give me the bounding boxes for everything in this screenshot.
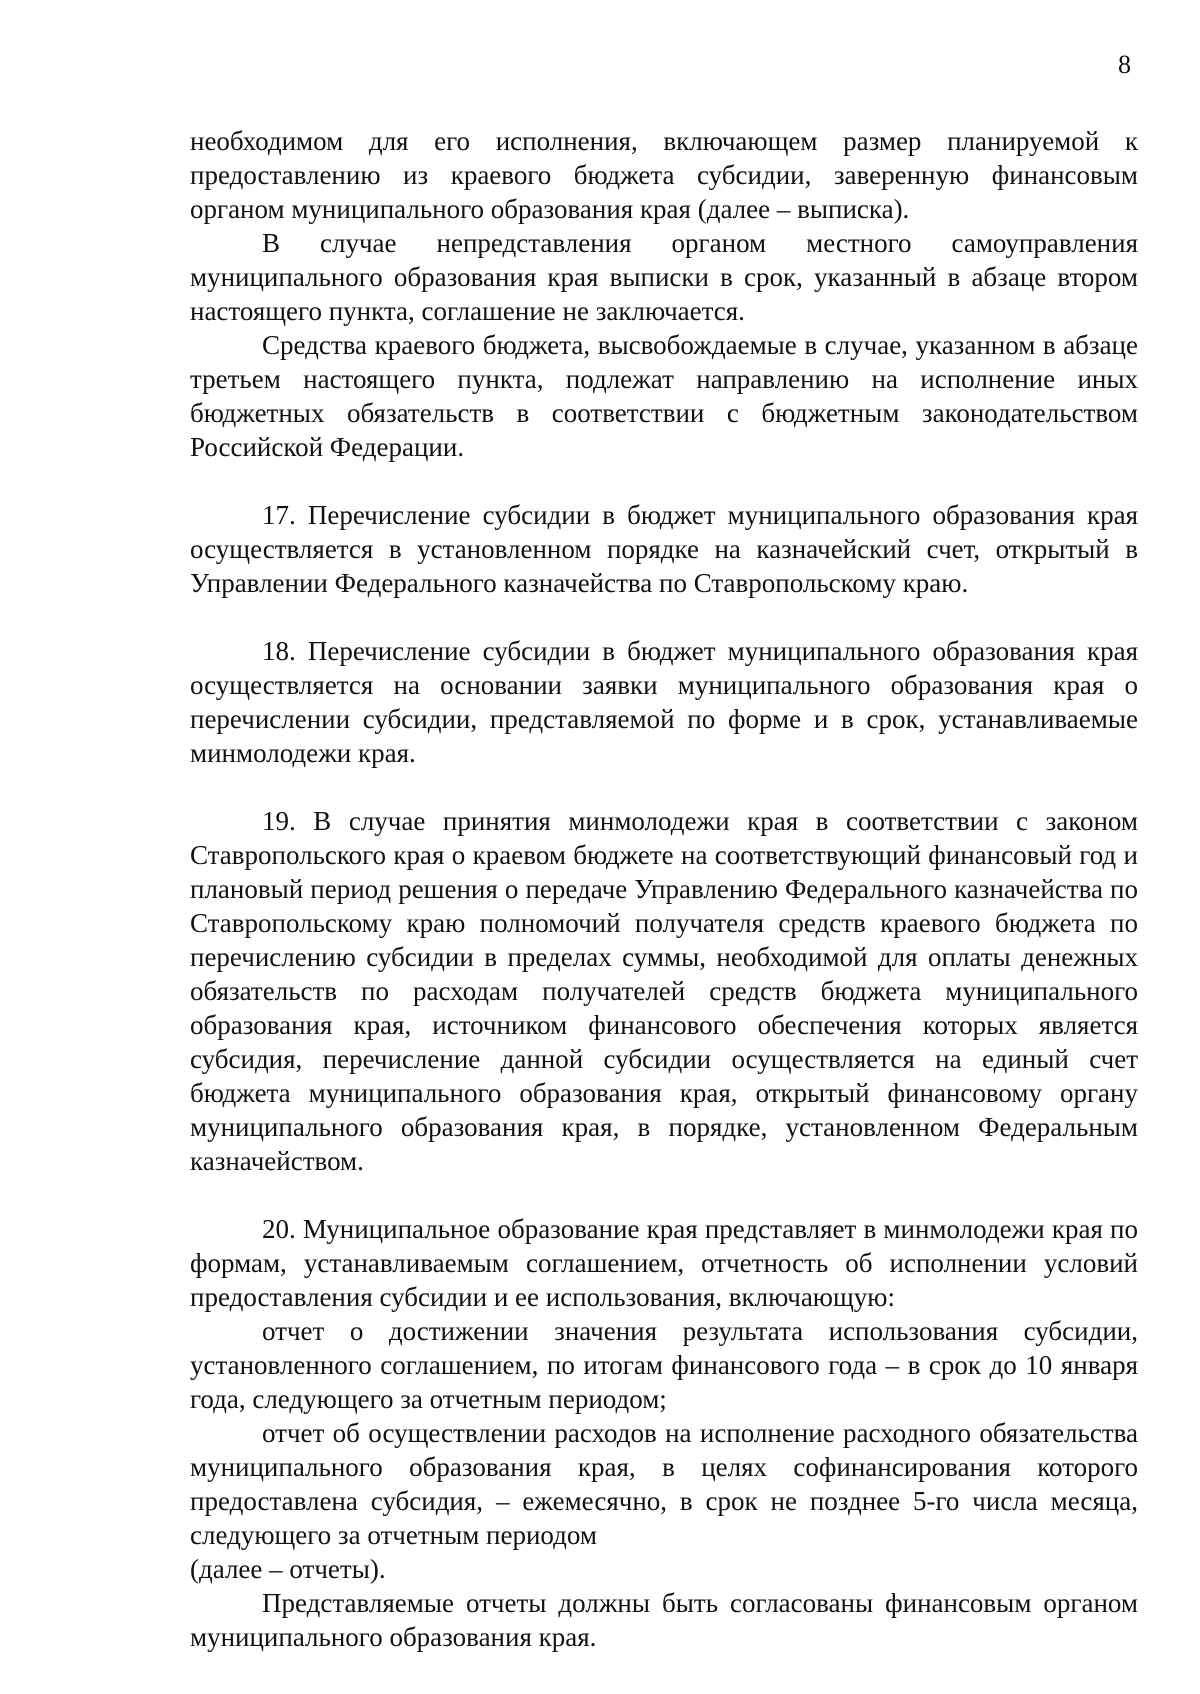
paragraph-released-funds: Средства краевого бюджета, высвобождаемые в случае, указанном в абзаце третьем настоящего пункта, подлежат направлению на исполнение иных бюджетных обязательств в соответствии с бюджетным законодательством Российской Федерации.	[190, 330, 1138, 462]
paragraph-report-expenses: отчет об осуществлении расходов на исполнение расходного обязательства муниципального образования края, в целях софинансирования которого предоставлена субсидия, – ежемесячно, в срок не позднее 5-го числа месяца, следующего за отчетным периодом	[190, 1418, 1138, 1550]
paragraph-item-19: 19. В случае принятия минмолодежи края в соответствии с законом Ставропольского края о краевом бюджете на соответствующий финансовый год и плановый период решения о передаче Управлению Федерального казначейства по Ставропольскому краю полномочий получателя средств краевого бюджета по перечислению субсидии в пределах суммы, необходимой для оплаты денежных обязательств по расходам получателей средств бюджета муниципального образования края, источником финансового обеспечения которых является субсидия, перечисление данной субсидии осуществляется на единый счет бюджета муниципального образования края, открытый финансовому органу муниципального образования края, в порядке, установленном Федеральным казначейством.	[190, 806, 1138, 1176]
paragraph-reports-approval: Представляемые отчеты должны быть согласованы финансовым органом муниципального образования края.	[190, 1588, 1138, 1652]
paragraph-item-17: 17. Перечисление субсидии в бюджет муниципального образования края осуществляется в установленном порядке на казначейский счет, открытый в Управлении Федерального казначейства по Ставропольскому краю.	[190, 500, 1138, 598]
paragraph-report-result: отчет о достижении значения результата использования субсидии, установленного соглашением, по итогам финансового года – в срок до 10 января года, следующего за отчетным периодом;	[190, 1316, 1138, 1414]
document-body	[190, 124, 1138, 1654]
paragraph-item-18: 18. Перечисление субсидии в бюджет муниципального образования края осуществляется на основании заявки муниципального образования края о перечислении субсидии, представляемой по форме и в срок, устанавливаемые минмолодежи края.	[190, 636, 1138, 768]
page-number: 8	[1118, 50, 1131, 79]
paragraph-item-20: 20. Муниципальное образование края представляет в минмолодежи края по формам, устанавливаемым соглашением, отчетность об исполнении условий предоставления субсидии и ее использования, включающую:	[190, 1214, 1138, 1312]
paragraph-non-submission: В случае непредставления органом местного самоуправления муниципального образования края выписки в срок, указанный в абзаце втором настоящего пункта, соглашение не заключается.	[190, 228, 1138, 326]
paragraph-continuation: необходимом для его исполнения, включающем размер планируемой к предоставлению из краевого бюджета субсидии, заверенную финансовым органом муниципального образования края (далее – выписка).	[190, 126, 1138, 224]
paragraph-reports-definition: (далее – отчеты).	[190, 1554, 386, 1584]
